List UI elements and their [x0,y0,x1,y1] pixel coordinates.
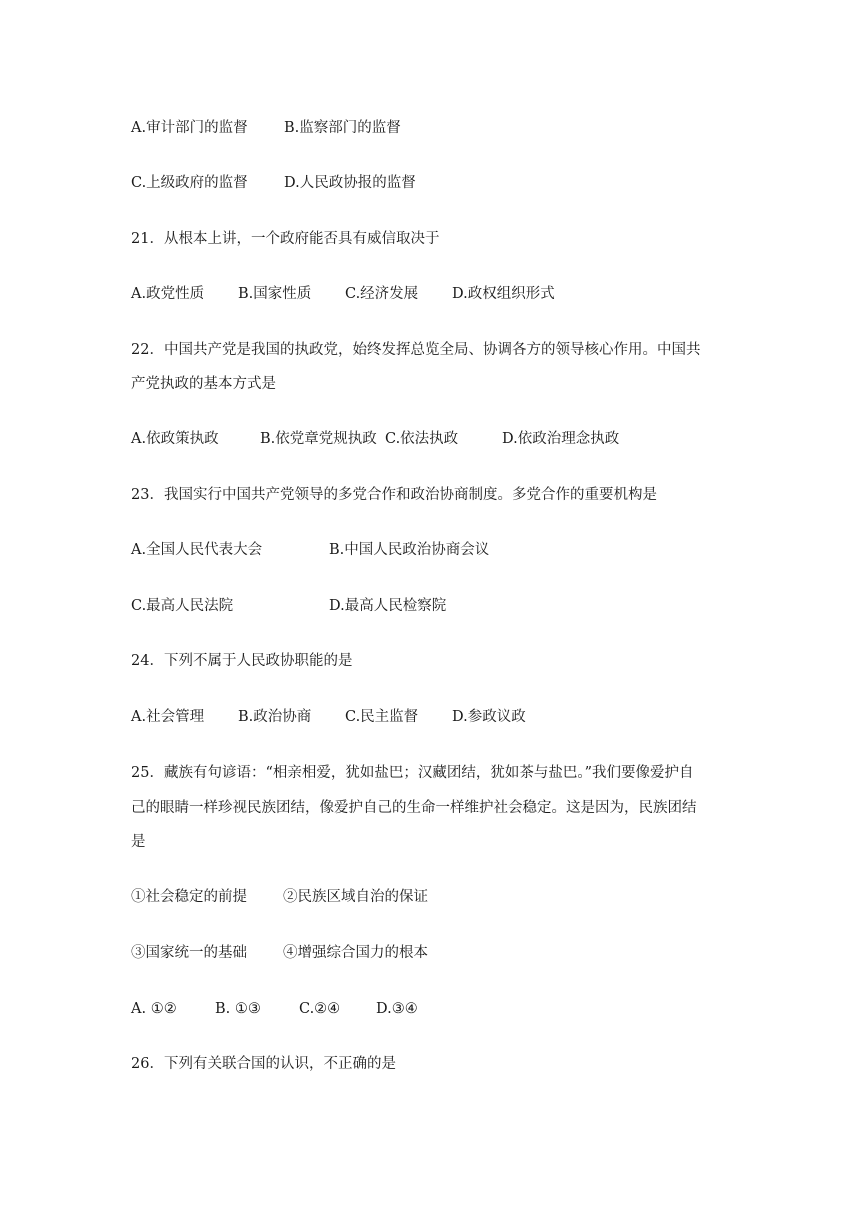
q25-option-c: C.②④ [299,1001,341,1017]
q24-option-a: A.社会管理 [131,709,205,725]
q22-option-d: D.依政治理念执政 [502,431,620,447]
q21-option-d: D.政权组织形式 [452,286,555,302]
q21-option-c: C.经济发展 [345,286,419,302]
q21-option-b: B.国家性质 [238,286,312,302]
q21-option-a: A.政党性质 [131,286,205,302]
q20-option-c: C.上级政府的监督 [131,175,248,191]
q25-stem-line-1: 25．藏族有句谚语：“相亲相爱，犹如盐巴；汉藏团结，犹如茶与盐巴。”我们要像爱护自 [131,765,694,781]
q25-item-2: ②民族区域自治的保证 [283,889,428,905]
q25-option-a: A. ①② [131,1001,177,1017]
q24-option-b: B.政治协商 [238,709,312,725]
q23-option-c: C.最高人民法院 [131,598,234,614]
q25-item-4: ④增强综合国力的根本 [283,945,428,961]
q23-option-a: A.全国人民代表大会 [131,542,263,558]
q23-option-b: B.中国人民政治协商会议 [329,542,490,558]
q22-stem-line-1: 22．中国共产党是我国的执政党，始终发挥总览全局、协调各方的领导核心作用。中国共 [131,342,701,358]
q20-option-b: B.监察部门的监督 [284,120,401,136]
q20-option-d: D.人民政协报的监督 [284,175,416,191]
q23-option-d: D.最高人民检察院 [329,598,447,614]
q24-option-c: C.民主监督 [345,709,419,725]
q24-option-d: D.参政议政 [452,709,526,725]
q22-option-b: B.依党章党规执政 [260,431,377,447]
q24-stem: 24．下列不属于人民政协职能的是 [131,653,353,669]
q22-stem-line-2: 产党执政的基本方式是 [131,376,276,392]
q25-option-b: B. ①③ [215,1001,261,1017]
q26-stem: 26．下列有关联合国的认识，不正确的是 [131,1056,396,1072]
q22-option-a: A.依政策执政 [131,431,219,447]
q25-stem-line-2: 己的眼睛一样珍视民族团结，像爱护自己的生命一样维护社会稳定。这是因为，民族团结 [131,800,697,816]
q20-option-a: A.审计部门的监督 [131,120,248,136]
q25-stem-line-3: 是 [131,834,146,850]
q25-item-3: ③国家统一的基础 [131,945,247,961]
q23-stem: 23．我国实行中国共产党领导的多党合作和政治协商制度。多党合作的重要机构是 [131,487,657,503]
q25-option-d: D.③④ [376,1001,418,1017]
q21-stem: 21．从根本上讲，一个政府能否具有威信取决于 [131,231,440,247]
q25-item-1: ①社会稳定的前提 [131,889,247,905]
q22-option-c: C.依法执政 [385,431,459,447]
